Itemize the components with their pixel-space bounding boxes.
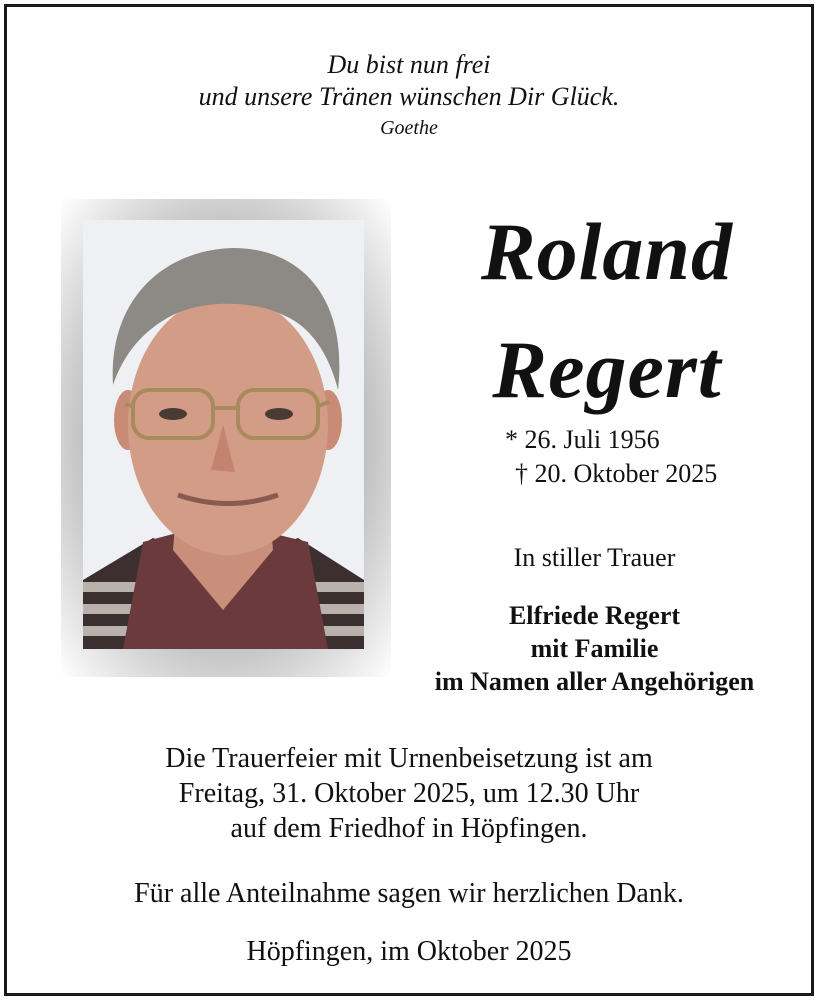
mourning-phrase: In stiller Trauer [513, 543, 676, 572]
deceased-last-name: Regert [492, 324, 722, 415]
quote-author: Goethe [380, 117, 438, 139]
death-date: † 20. Oktober 2025 [515, 459, 718, 488]
ceremony-line: Die Trauerfeier mit Urnenbeisetzung ist am [165, 743, 653, 774]
birth-date: * 26. Juli 1956 [505, 425, 660, 454]
memorial-quote [7, 49, 811, 141]
mourner-line: mit Familie [530, 634, 659, 663]
mourner-line: im Namen aller Angehörigen [434, 667, 755, 696]
life-dates [477, 423, 717, 491]
ceremony-line: auf dem Friedhof in Höpfingen. [230, 813, 588, 844]
deceased-first-name: Roland [480, 206, 734, 297]
thanks-note: Für alle Anteilnahme sagen wir herzlichen Dank. [134, 878, 684, 909]
quote-line-2: und unsere Tränen wünschen Dir Glück. [198, 82, 620, 111]
mourner-line: Elfriede Regert [508, 601, 681, 630]
quote-line-1: Du bist nun frei [327, 50, 491, 79]
ceremony-notice [7, 741, 811, 846]
portrait-photo [83, 220, 364, 649]
place-and-date: Höpfingen, im Oktober 2025 [246, 936, 572, 967]
portrait-illustration [83, 220, 364, 649]
obituary-card [4, 4, 814, 996]
portrait-frame [61, 199, 391, 677]
ceremony-line: Freitag, 31. Oktober 2025, um 12.30 Uhr [178, 778, 640, 809]
mourners-list [407, 599, 782, 698]
